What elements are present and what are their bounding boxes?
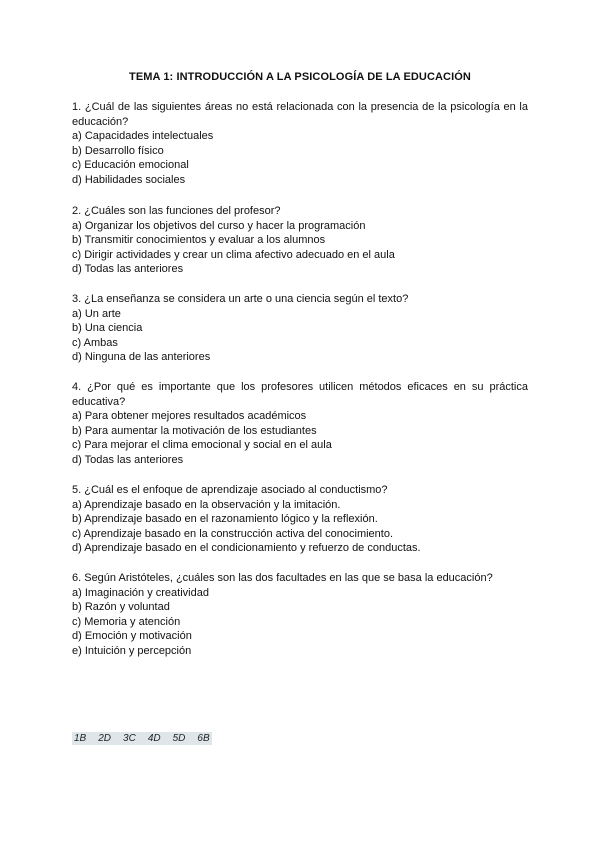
option-c: c) Dirigir actividades y crear un clima afectivo adecuado en el aula	[72, 248, 395, 261]
answer-2: 2D	[98, 733, 112, 744]
option-d: d) Aprendizaje basado en el condicionamiento y refuerzo de conductas.	[72, 542, 421, 555]
option-d: d) Ninguna de las anteriores	[72, 351, 211, 364]
answer-5: 5D	[172, 733, 186, 744]
question-1	[72, 100, 528, 188]
option-b: b) Una ciencia	[72, 322, 143, 335]
question-text: 3. ¿La enseñanza se considera un arte o una ciencia según el texto?	[72, 293, 409, 305]
question-3	[72, 292, 528, 365]
question-text: 6. Según Aristóteles, ¿cuáles son las dos facultades en las que se basa la educación?	[72, 572, 493, 584]
document-title: TEMA 1: INTRODUCCIÓN A LA PSICOLOGÍA DE LA EDUCACIÓN	[129, 71, 471, 83]
option-b: b) Transmitir conocimientos y evaluar a los alumnos	[72, 234, 326, 247]
option-a: a) Un arte	[72, 307, 121, 320]
option-b: b) Para aumentar la motivación de los estudiantes	[72, 424, 317, 437]
option-a: a) Organizar los objetivos del curso y hacer la programación	[72, 219, 366, 232]
option-d: d) Emoción y motivación	[72, 630, 192, 643]
question-4	[72, 380, 528, 468]
option-a: a) Imaginación y creatividad	[72, 586, 209, 599]
question-2	[72, 204, 528, 277]
question-text: 5. ¿Cuál es el enfoque de aprendizaje asociado al conductismo?	[72, 484, 388, 496]
question-6	[72, 571, 528, 659]
option-d: d) Habilidades sociales	[72, 173, 186, 186]
option-a: a) Capacidades intelectuales	[72, 130, 214, 143]
question-text: 1. ¿Cuál de las siguientes áreas no está relacionada con la presencia de la psicología en la educación?	[72, 101, 528, 128]
answer-1: 1B	[74, 733, 87, 744]
question-5	[72, 483, 528, 556]
question-text: 4. ¿Por qué es importante que los profesores utilicen métodos eficaces en su práctica educativa?	[72, 381, 528, 408]
option-b: b) Aprendizaje basado en el razonamiento lógico y la reflexión.	[72, 513, 378, 526]
answer-4: 4D	[147, 733, 161, 744]
option-a: a) Aprendizaje basado en la observación y la imitación.	[72, 498, 341, 511]
option-c: c) Ambas	[72, 336, 118, 349]
option-c: c) Aprendizaje basado en la construcción activa del conocimiento.	[72, 527, 394, 540]
option-d: d) Todas las anteriores	[72, 263, 184, 276]
option-c: c) Memoria y atención	[72, 615, 181, 628]
option-d: d) Todas las anteriores	[72, 453, 184, 466]
option-e: e) Intuición y percepción	[72, 644, 192, 657]
question-text: 2. ¿Cuáles son las funciones del profesor?	[72, 205, 281, 217]
answer-6: 6B	[197, 733, 210, 744]
answer-3: 3C	[123, 733, 136, 744]
option-a: a) Para obtener mejores resultados académicos	[72, 410, 307, 423]
option-c: c) Para mejorar el clima emocional y social en el aula	[72, 439, 332, 452]
option-b: b) Desarrollo físico	[72, 144, 164, 157]
answer-key	[72, 732, 212, 745]
option-c: c) Educación emocional	[72, 159, 189, 172]
option-b: b) Razón y voluntad	[72, 601, 170, 614]
